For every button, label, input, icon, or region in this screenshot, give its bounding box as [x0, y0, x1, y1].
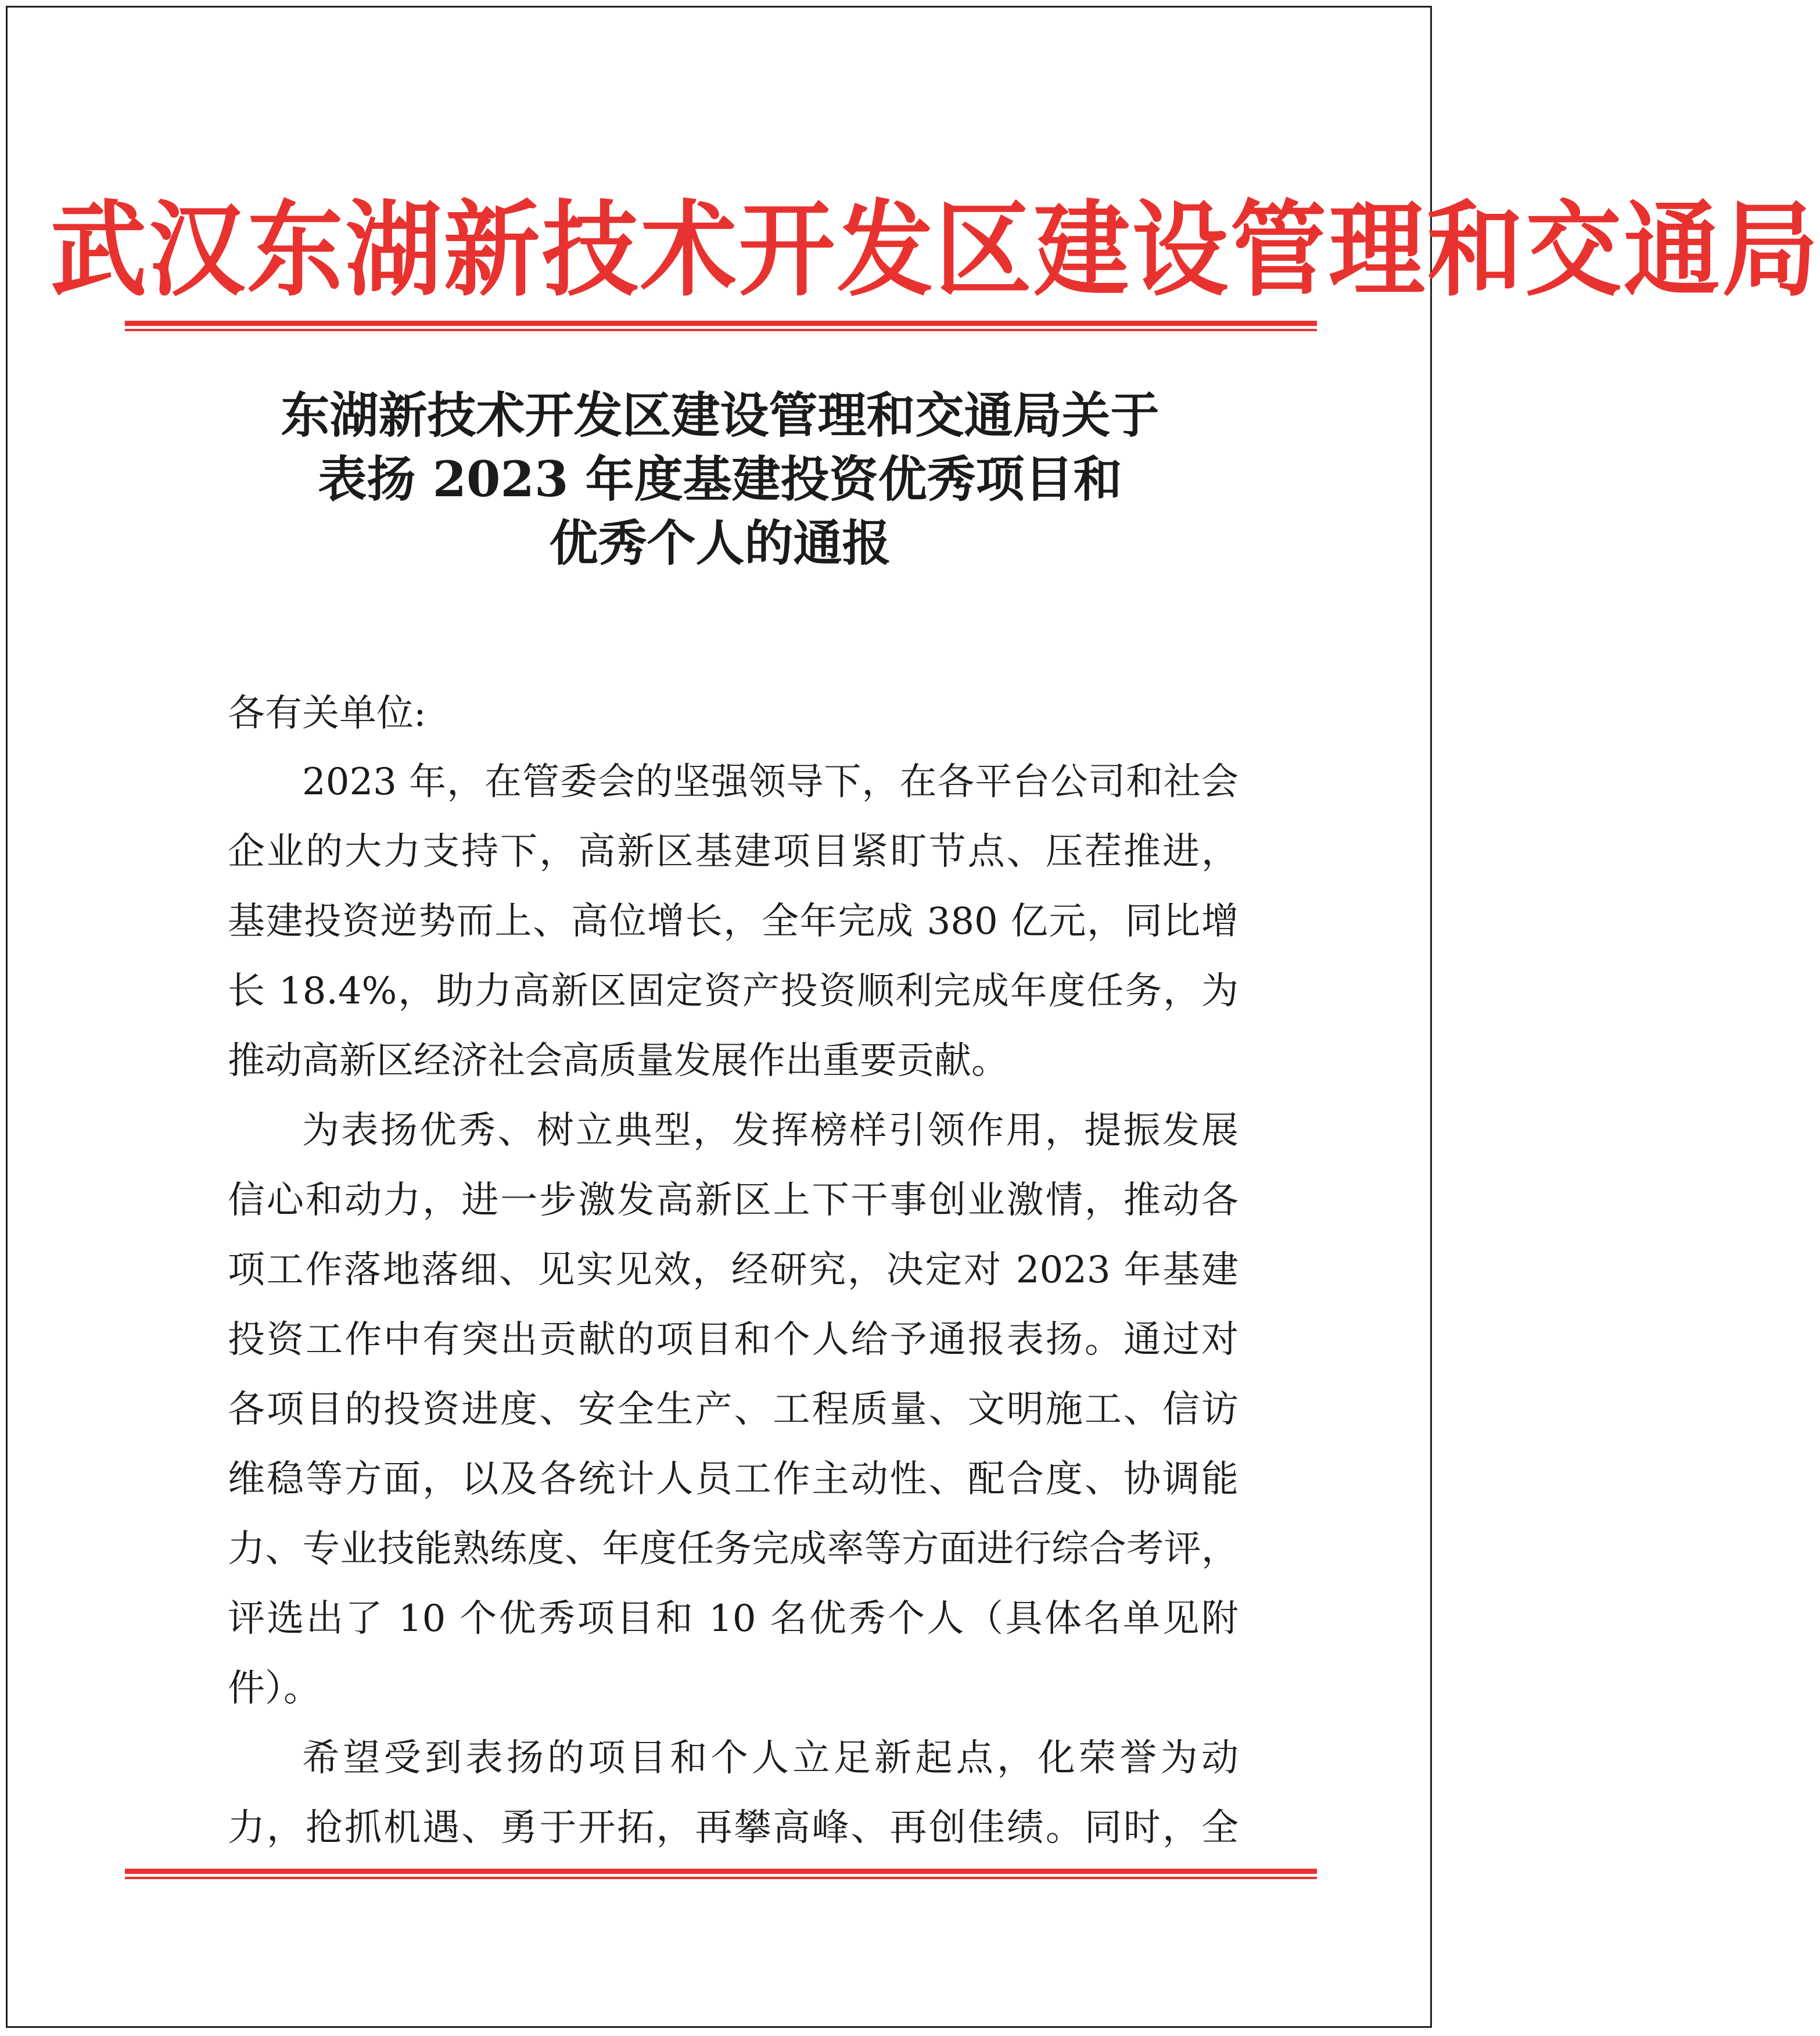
header-red-rule [125, 321, 1317, 332]
title-line: 表扬 2023 年度基建投资优秀项目和 [318, 450, 1122, 508]
body-line: 为表扬优秀、树立典型，发挥榜样引领作用，提振发展 [302, 1109, 1239, 1152]
title-line: 优秀个人的通报 [549, 514, 891, 572]
body-line: 基建投资逆势而上、高位增长，全年完成 380 亿元，同比增 [228, 900, 1239, 943]
body-line: 力、专业技能熟练度、年度任务完成率等方面进行综合考评， [228, 1528, 1239, 1571]
document-title [0, 383, 1440, 575]
body-line: 维稳等方面，以及各统计人员工作主动性、配合度、协调能 [228, 1458, 1239, 1501]
body-line: 长 18.4%，助力高新区固定资产投资顺利完成年度任务，为 [228, 970, 1239, 1013]
body-line: 各项目的投资进度、安全生产、工程质量、文明施工、信访 [228, 1388, 1239, 1431]
body-line: 2023 年，在管委会的坚强领导下，在各平台公司和社会 [302, 761, 1239, 804]
title-line: 东湖新技术开发区建设管理和交通局关于 [281, 386, 1160, 444]
document-body [228, 747, 1239, 1863]
body-line: 投资工作中有突出贡献的项目和个人给予通报表扬。通过对 [228, 1318, 1239, 1361]
footer-rule-thin [125, 1877, 1317, 1879]
footer-red-rule [125, 1869, 1317, 1880]
header-rule-thick [125, 321, 1317, 326]
body-line: 件）。 [228, 1667, 321, 1710]
body-line: 评选出了 10 个优秀项目和 10 名优秀个人（具体名单见附 [228, 1597, 1239, 1640]
salutation: 各有关单位: [228, 692, 426, 735]
agency-header: 武汉东湖新技术开发区建设管理和交通局 [50, 189, 1820, 310]
header-rule-thin [125, 329, 1317, 331]
footer-rule-thick [125, 1869, 1317, 1874]
body-line: 推动高新区经济社会高质量发展作出重要贡献。 [228, 1039, 1008, 1082]
body-line: 信心和动力，进一步激发高新区上下干事创业激情，推动各 [228, 1179, 1239, 1222]
body-line: 项工作落地落细、见实见效，经研究，决定对 2023 年基建 [228, 1249, 1239, 1292]
body-line: 力，抢抓机遇、勇于开拓，再攀高峰、再创佳绩。同时，全 [228, 1806, 1239, 1849]
body-line: 希望受到表扬的项目和个人立足新起点，化荣誉为动 [302, 1737, 1239, 1780]
body-line: 企业的大力支持下，高新区基建项目紧盯节点、压茬推进， [228, 830, 1239, 873]
